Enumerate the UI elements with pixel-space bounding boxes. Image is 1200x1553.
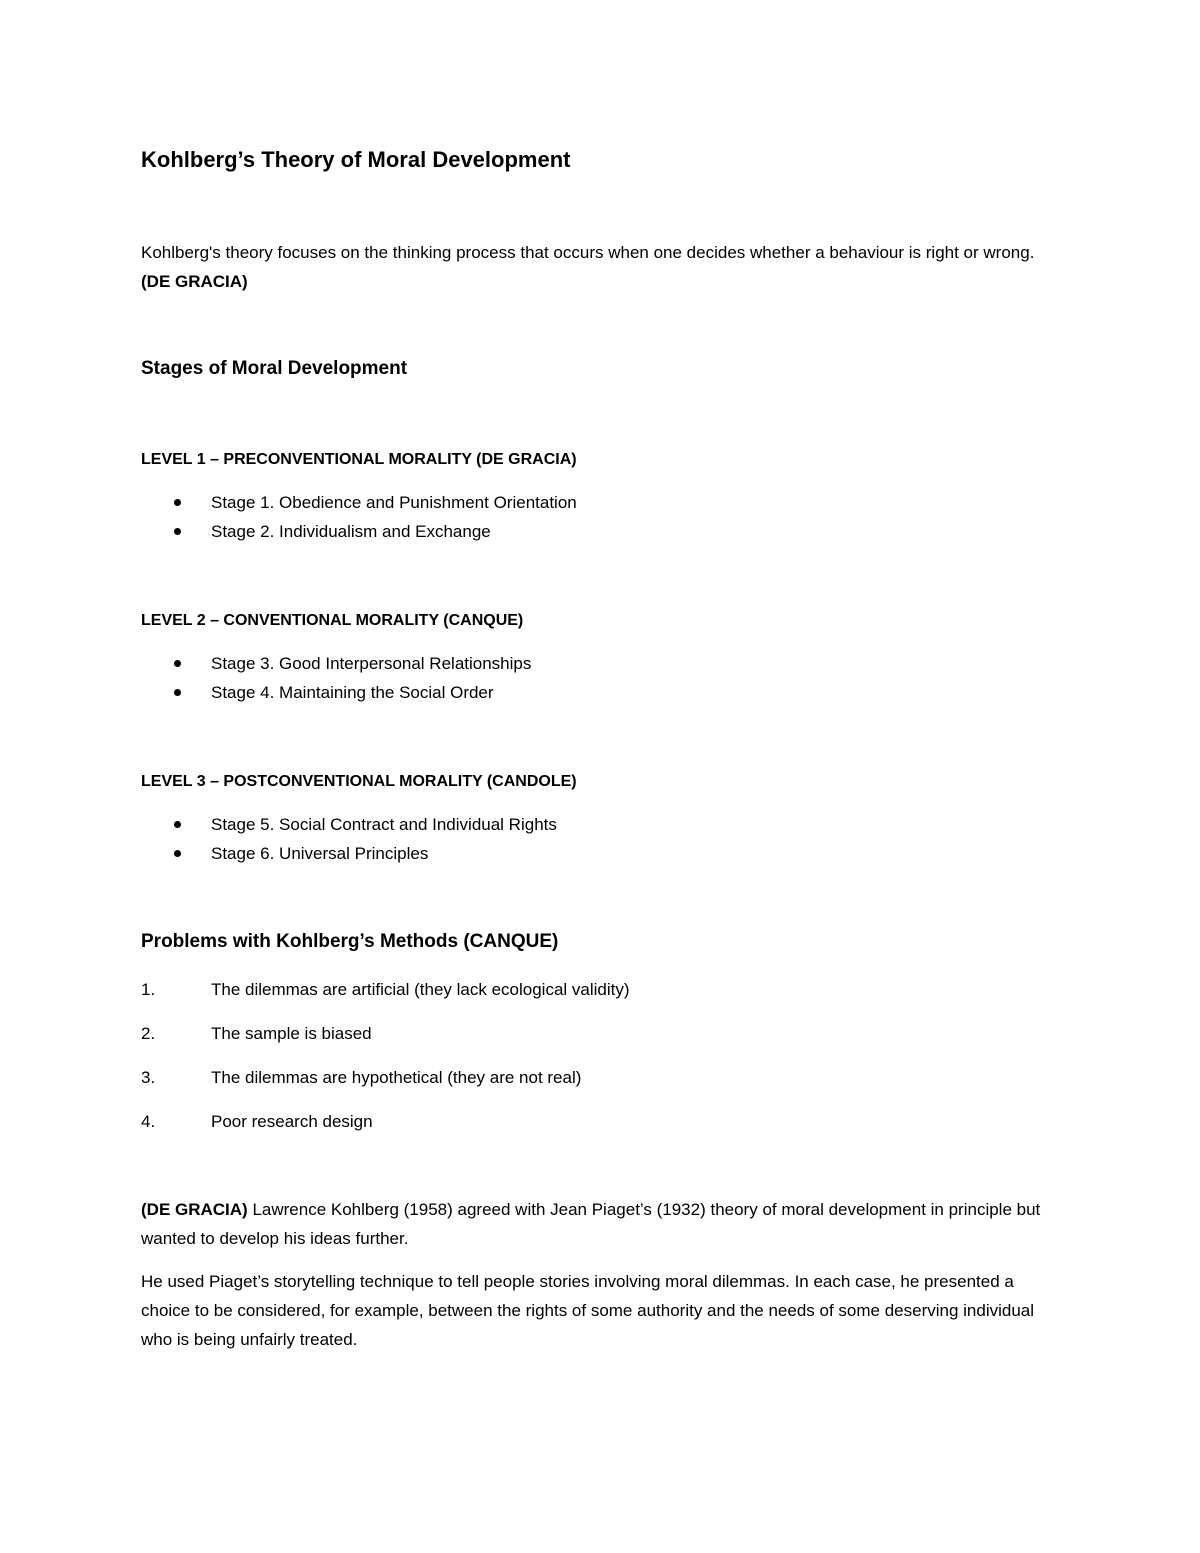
list-item (141, 649, 531, 678)
closing-paragraph-2: He used Piaget’s storytelling technique to tell people stories involving moral dilemmas. In each case, he presented a choice to be considered, for example, between the rights of some authority and the needs of some deserving individual who is being unfairly treated. (141, 1272, 1035, 1349)
level-2-stage-list (141, 649, 531, 707)
list-item (141, 810, 557, 839)
list-number: 2. (141, 1024, 156, 1043)
level-3-stage-list (141, 810, 557, 868)
level-1-heading: LEVEL 1 – PRECONVENTIONAL MORALITY (DE GRACIA) (141, 451, 577, 468)
intro-text: Kohlberg's theory focuses on the thinking process that occurs when one decides whether a behaviour is right or wrong. (141, 243, 1035, 262)
list-number: 1. (141, 980, 156, 999)
stages-heading: Stages of Moral Development (141, 358, 408, 379)
stage-text: Stage 4. Maintaining the Social Order (211, 683, 494, 702)
bullet-icon (174, 821, 181, 828)
problems-heading: Problems with Kohlberg’s Methods (CANQUE) (141, 931, 559, 952)
level-3-heading: LEVEL 3 – POSTCONVENTIONAL MORALITY (CANDOLE) (141, 773, 577, 790)
closing-author-ref: (DE GRACIA) (141, 1200, 248, 1219)
intro-paragraph (141, 238, 1066, 296)
closing-paragraph-1 (141, 1195, 1066, 1253)
list-item (141, 488, 577, 517)
stage-text: Stage 5. Social Contract and Individual Rights (211, 815, 557, 834)
list-item (141, 517, 577, 546)
bullet-icon (174, 689, 181, 696)
intro-author-ref: (DE GRACIA) (141, 272, 248, 291)
stage-text: Stage 2. Individualism and Exchange (211, 522, 491, 541)
list-number: 4. (141, 1112, 156, 1131)
bullet-icon (174, 850, 181, 857)
document-title: Kohlberg’s Theory of Moral Development (141, 147, 571, 172)
level-2-heading: LEVEL 2 – CONVENTIONAL MORALITY (CANQUE) (141, 612, 524, 629)
problem-text: The dilemmas are artificial (they lack ecological validity) (211, 980, 630, 999)
level-1-stage-list (141, 488, 577, 546)
closing-text-1: Lawrence Kohlberg (1958) agreed with Jean Piaget’s (1932) theory of moral development in principle but wanted to develop his ideas further. (141, 1200, 1041, 1248)
stage-text: Stage 3. Good Interpersonal Relationships (211, 654, 532, 673)
list-item (141, 839, 557, 868)
bullet-icon (174, 499, 181, 506)
bullet-icon (174, 660, 181, 667)
bullet-icon (174, 528, 181, 535)
problem-text: The sample is biased (211, 1024, 372, 1043)
list-item (141, 678, 531, 707)
stage-text: Stage 1. Obedience and Punishment Orientation (211, 493, 577, 512)
stage-text: Stage 6. Universal Principles (211, 844, 429, 863)
problem-text: The dilemmas are hypothetical (they are not real) (211, 1068, 582, 1087)
list-number: 3. (141, 1068, 156, 1087)
problem-text: Poor research design (211, 1112, 373, 1131)
